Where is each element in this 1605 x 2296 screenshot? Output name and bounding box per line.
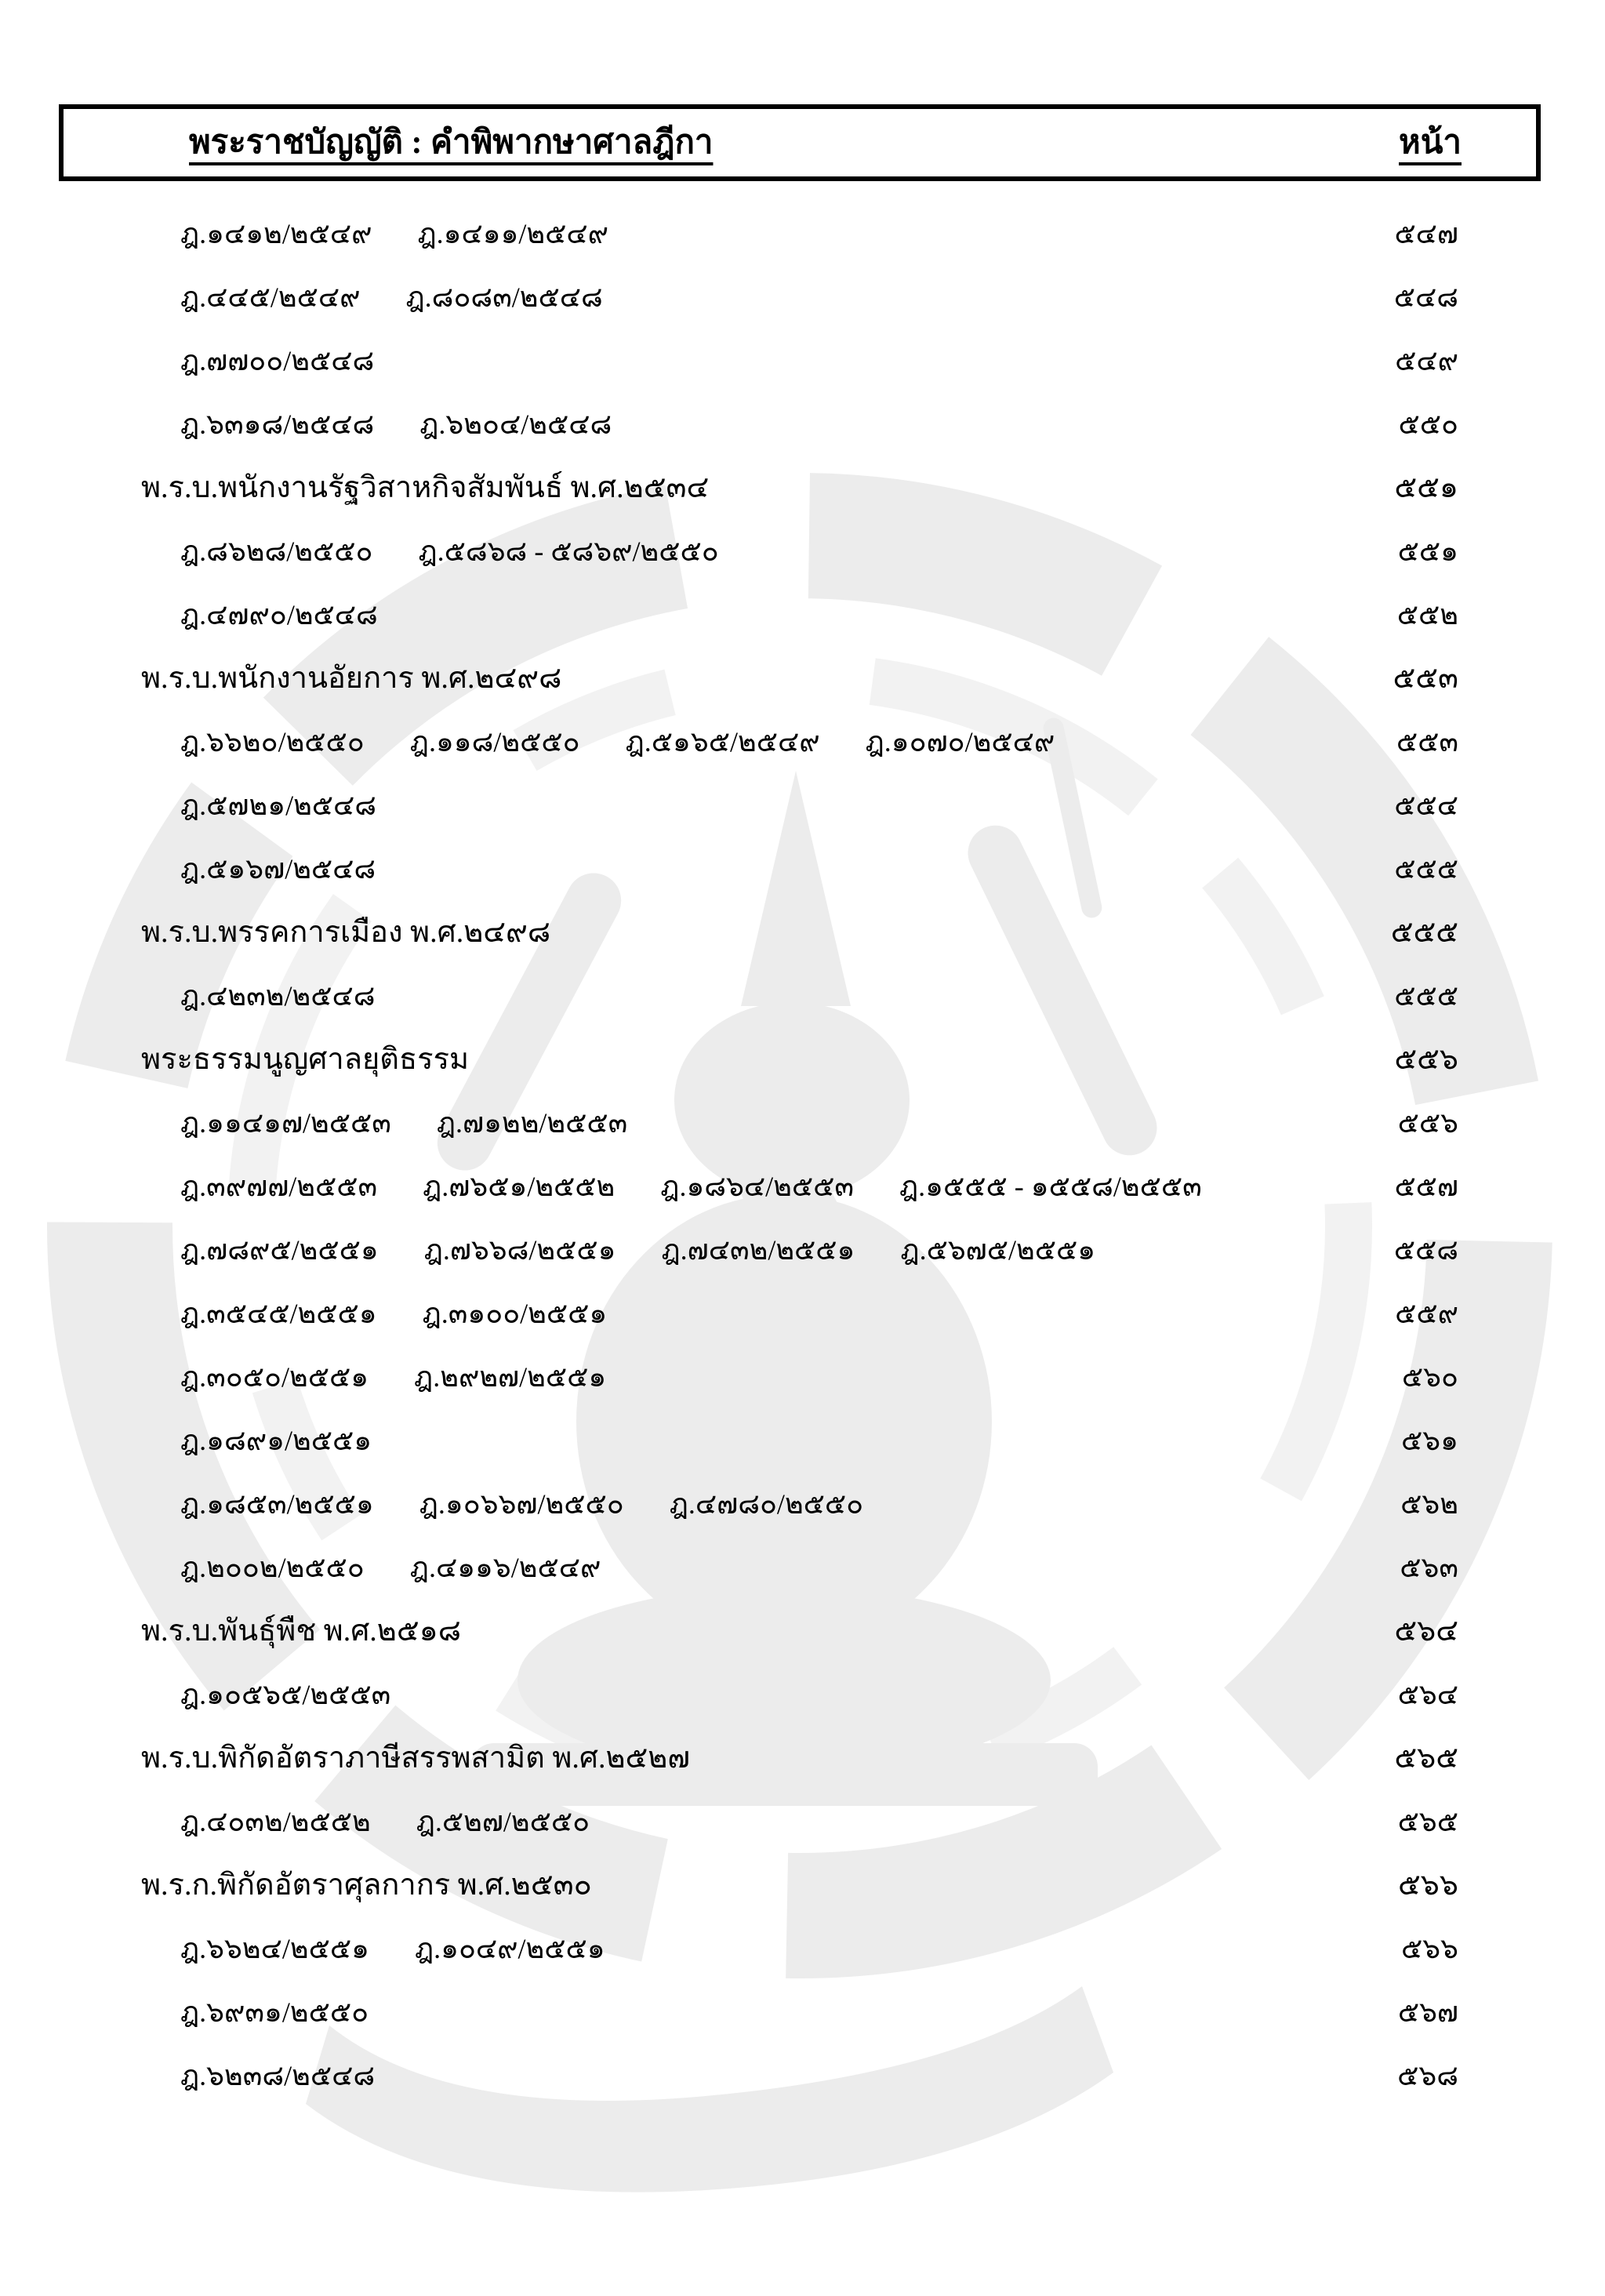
page-number: ๕๖๖	[1397, 1868, 1458, 1902]
row-text	[141, 537, 719, 565]
case-ref: ฎ.๑๑๔๑๗/๒๕๕๓	[180, 1106, 391, 1139]
case-ref: ฎ.๕๗๒๑/๒๕๔๘	[180, 789, 377, 821]
case-ref: ฎ.๖๓๑๘/๒๕๔๘	[180, 408, 375, 440]
page-number: ๕๖๑	[1401, 1424, 1458, 1456]
row-text	[141, 1233, 1096, 1266]
case-row	[141, 773, 1458, 837]
case-row	[141, 1408, 1458, 1472]
case-ref: ฎ.๓๑๐๐/๒๕๕๑	[422, 1297, 608, 1329]
row-text	[141, 663, 561, 693]
case-ref: ฎ.๖๒๓๘/๒๕๔๘	[180, 2059, 376, 2091]
case-row	[141, 1662, 1458, 1726]
row-text	[141, 283, 603, 311]
case-row	[141, 1535, 1458, 1599]
row-text	[141, 1870, 592, 1900]
case-ref: ฎ.๔๐๓๒/๒๕๕๒	[180, 1805, 371, 1837]
row-text	[141, 217, 609, 249]
row-text	[141, 1490, 863, 1518]
act-section-row	[141, 456, 1458, 519]
page-number: ๕๕๖	[1397, 1106, 1458, 1139]
act-section-row	[141, 1027, 1458, 1091]
row-text	[141, 1998, 369, 2026]
act-title: พระธรรมนูญศาลยุติธรรม	[141, 1042, 470, 1076]
row-text	[141, 791, 376, 819]
case-ref: ฎ.๒๐๐๒/๒๕๕๐	[180, 1551, 365, 1583]
row-text	[141, 1044, 469, 1074]
act-section-row	[141, 900, 1458, 964]
case-ref: ฎ.๗๗๐๐/๒๕๔๘	[180, 344, 375, 376]
row-text	[141, 725, 1055, 757]
row-text	[141, 470, 710, 504]
page-number: ๕๖๕	[1397, 1805, 1458, 1837]
row-text	[141, 1299, 607, 1328]
case-ref: ฎ.๔๒๓๒/๒๕๔๘	[180, 979, 376, 1012]
case-ref: ฎ.๗๔๓๒/๒๕๕๑	[661, 1233, 855, 1266]
case-ref: ฎ.๑๐๕๖๕/๒๕๕๓	[180, 1678, 391, 1710]
page-number: ๕๕๕	[1394, 979, 1458, 1012]
page-number: ๕๕๒	[1396, 598, 1458, 630]
page-number: ๕๕๓	[1396, 725, 1458, 757]
page-number: ๕๖๐	[1401, 1361, 1458, 1393]
case-ref: ฎ.๒๙๒๗/๒๕๕๑	[414, 1361, 607, 1393]
case-row	[141, 1091, 1458, 1154]
case-row	[141, 392, 1458, 456]
page-title: พระราชบัญญัติ : คำพิพากษาศาลฎีกา	[189, 125, 714, 161]
case-ref: ฎ.๗๘๙๕/๒๕๕๑	[180, 1233, 379, 1266]
table-header	[59, 104, 1541, 181]
case-ref: ฎ.๔๑๑๖/๒๕๔๙	[409, 1551, 601, 1583]
case-ref: ฎ.๖๖๒๔/๒๕๕๑	[180, 1932, 369, 1964]
row-text	[141, 2059, 376, 2091]
case-ref: ฎ.๑๐๔๙/๒๕๕๑	[414, 1932, 605, 1964]
case-ref: ฎ.๑๔๑๒/๒๕๔๙	[180, 217, 372, 249]
row-text	[141, 1363, 606, 1391]
case-ref: ฎ.๓๐๕๐/๒๕๕๑	[180, 1361, 369, 1393]
row-text	[141, 410, 612, 438]
page-number: ๕๕๑	[1394, 470, 1458, 504]
row-text	[141, 1616, 461, 1646]
case-row	[141, 710, 1458, 773]
case-row	[141, 1281, 1458, 1345]
page-number: ๕๕๔	[1394, 789, 1458, 821]
page-number: ๕๕๗	[1394, 1170, 1458, 1202]
case-ref: ฎ.๕๘๖๘ - ๕๘๖๙/๒๕๕๐	[418, 535, 719, 567]
row-text	[141, 1743, 690, 1773]
page-number: ๕๖๔	[1394, 1614, 1458, 1648]
case-ref: ฎ.๑๘๙๑/๒๕๕๑	[180, 1424, 372, 1456]
act-section-row	[141, 646, 1458, 710]
page-number: ๕๖๒	[1400, 1488, 1458, 1520]
row-text	[141, 917, 550, 947]
case-ref: ฎ.๔๗๘๐/๒๕๕๐	[669, 1488, 864, 1520]
page-number: ๕๖๘	[1397, 2059, 1458, 2091]
case-ref: ฎ.๔๔๕/๒๕๔๙	[180, 281, 361, 313]
case-row	[141, 329, 1458, 392]
case-ref: ฎ.๑๘๕๓/๒๕๕๑	[180, 1488, 374, 1520]
case-row	[141, 837, 1458, 900]
page-number: ๕๕๕	[1394, 852, 1458, 885]
case-row	[141, 202, 1458, 265]
act-title: พ.ร.ก.พิกัดอัตราศุลกากร พ.ศ.๒๕๓๐	[141, 1868, 592, 1902]
row-text	[141, 1426, 372, 1455]
case-row	[141, 964, 1458, 1027]
toc-list	[141, 202, 1458, 2107]
case-row	[141, 1789, 1458, 1853]
case-row	[141, 583, 1458, 646]
case-ref: ฎ.๘๐๘๓/๒๕๔๘	[405, 281, 603, 313]
act-title: พ.ร.บ.พรรคการเมือง พ.ศ.๒๔๙๘	[141, 915, 551, 949]
case-row	[141, 1916, 1458, 1980]
row-text	[141, 979, 376, 1012]
case-row	[141, 1345, 1458, 1408]
page-number: ๕๖๖	[1401, 1932, 1458, 1964]
case-ref: ฎ.๑๔๑๑/๒๕๔๙	[417, 217, 609, 249]
row-text	[141, 1807, 590, 1836]
page-number: ๕๖๓	[1400, 1551, 1458, 1583]
page-number: ๕๕๕	[1390, 915, 1458, 949]
act-title: พ.ร.บ.พนักงานรัฐวิสาหกิจสัมพันธ์ พ.ศ.๒๕๓๔	[141, 470, 710, 504]
act-title: พ.ร.บ.พนักงานอัยการ พ.ศ.๒๔๙๘	[141, 661, 562, 695]
case-ref: ฎ.๑๐๗๐/๒๕๔๙	[865, 725, 1055, 757]
case-ref: ฎ.๖๒๐๔/๒๕๔๘	[419, 408, 612, 440]
case-ref: ฎ.๘๖๒๘/๒๕๕๐	[180, 535, 373, 567]
page-number: ๕๕๐	[1398, 408, 1458, 440]
case-ref: ฎ.๓๕๔๕/๒๕๕๑	[180, 1297, 377, 1329]
case-ref: ฎ.๕๒๗/๒๕๕๐	[416, 1805, 590, 1837]
page-number: ๕๕๓	[1393, 661, 1458, 695]
case-ref: ฎ.๗๖๕๑/๒๕๕๒	[423, 1170, 615, 1202]
page-number: ๕๖๔	[1397, 1678, 1458, 1710]
act-section-row	[141, 1853, 1458, 1916]
case-ref: ฎ.๗๑๒๒/๒๕๕๓	[436, 1106, 628, 1139]
page-number: ๕๕๘	[1393, 1233, 1458, 1266]
row-text	[141, 1553, 601, 1582]
case-row	[141, 2044, 1458, 2107]
page-number: ๕๕๖	[1394, 1042, 1458, 1076]
case-ref: ฎ.๖๙๓๑/๒๕๕๐	[180, 1996, 369, 2028]
page-number: ๕๖๕	[1394, 1741, 1458, 1775]
row-text	[141, 344, 375, 376]
case-ref: ฎ.๔๗๙๐/๒๕๔๘	[180, 598, 378, 630]
case-ref: ฎ.๓๙๗๗/๒๕๕๓	[180, 1170, 378, 1202]
case-row	[141, 519, 1458, 583]
case-ref: ฎ.๑๘๖๔/๒๕๕๓	[660, 1170, 855, 1202]
row-text	[141, 598, 378, 630]
case-ref: ฎ.๕๑๖๗/๒๕๔๘	[180, 852, 376, 885]
case-ref: ฎ.๕๖๗๕/๒๕๕๑	[900, 1233, 1096, 1266]
row-text	[141, 1172, 1202, 1201]
page-number: ๕๕๙	[1395, 1297, 1458, 1329]
case-row	[141, 1154, 1458, 1218]
page-column-header: หน้า	[1399, 125, 1462, 161]
case-ref: ฎ.๖๖๒๐/๒๕๕๐	[180, 725, 365, 757]
case-row	[141, 1472, 1458, 1535]
page-number: ๕๔๗	[1394, 217, 1458, 249]
page-number: ๕๖๗	[1397, 1996, 1458, 2028]
case-ref: ฎ.๑๑๘/๒๕๕๐	[409, 725, 580, 757]
case-ref: ฎ.๑๐๖๖๗/๒๕๕๐	[419, 1488, 624, 1520]
case-row	[141, 265, 1458, 329]
case-ref: ฎ.๕๑๖๕/๒๕๔๙	[625, 725, 820, 757]
page-number: ๕๕๑	[1397, 535, 1458, 567]
act-section-row	[141, 1599, 1458, 1662]
case-ref: ฎ.๑๕๕๕ - ๑๕๕๘/๒๕๕๓	[899, 1170, 1202, 1202]
act-title: พ.ร.บ.พันธุ์พืช พ.ศ.๒๕๑๘	[141, 1614, 462, 1648]
case-row	[141, 1980, 1458, 2044]
page-number: ๕๔๘	[1393, 281, 1458, 313]
act-title: พ.ร.บ.พิกัดอัตราภาษีสรรพสามิต พ.ศ.๒๕๒๗	[141, 1741, 690, 1775]
row-text	[141, 852, 376, 885]
row-text	[141, 1680, 390, 1709]
act-section-row	[141, 1726, 1458, 1789]
row-text	[141, 1106, 628, 1139]
page-number: ๕๔๙	[1395, 344, 1458, 376]
row-text	[141, 1932, 605, 1964]
case-ref: ฎ.๗๖๖๘/๒๕๕๑	[423, 1233, 616, 1266]
case-row	[141, 1218, 1458, 1281]
